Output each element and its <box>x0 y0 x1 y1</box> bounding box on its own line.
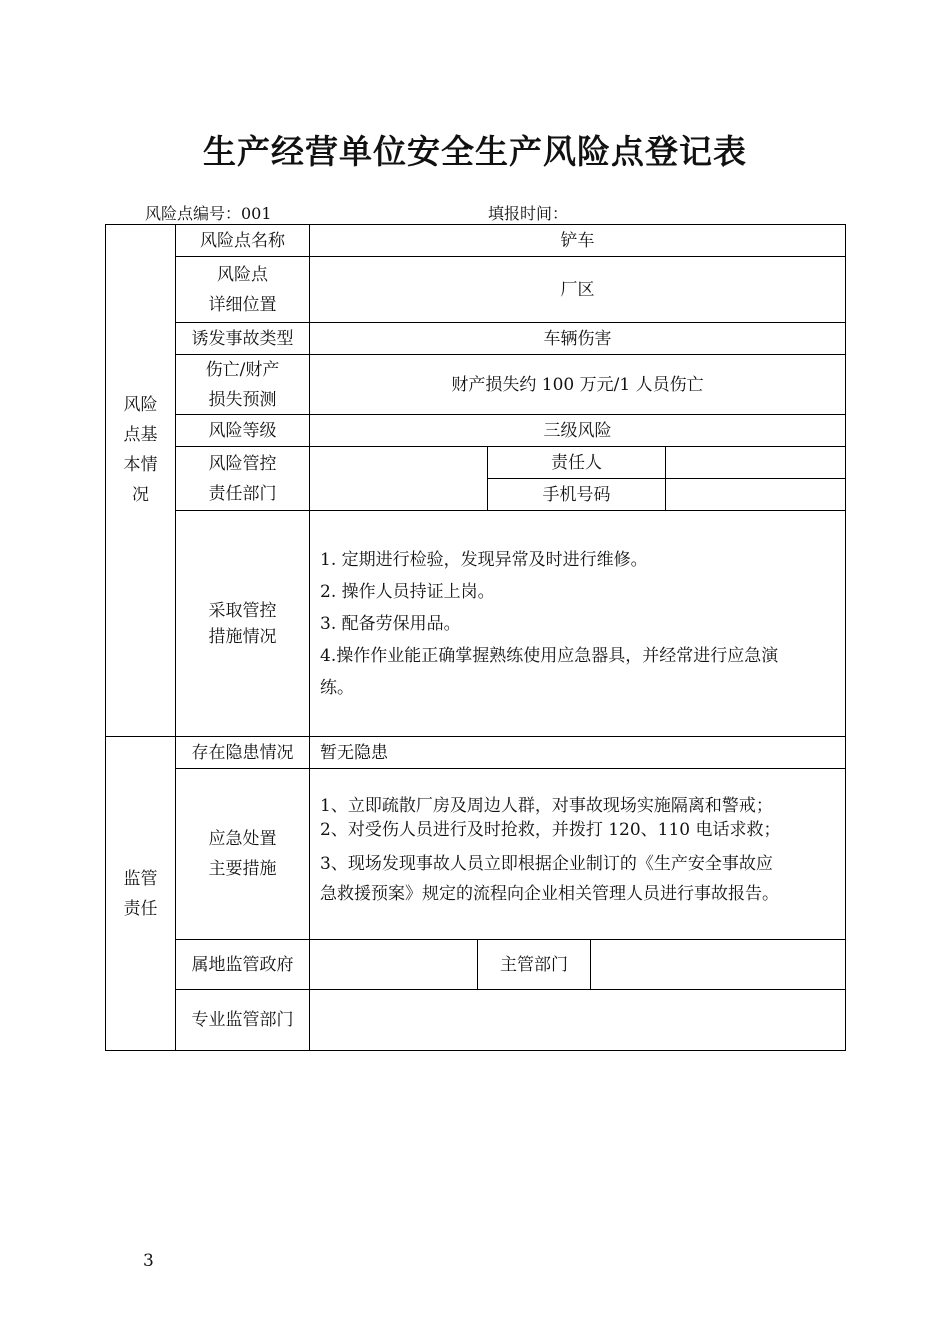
competent-dept-label: 主管部门 <box>500 954 568 975</box>
list-item: 1、立即疏散厂房及周边人群，对事故现场实施隔离和警戒； <box>320 796 773 816</box>
phone-label: 手机号码 <box>542 484 611 505</box>
label-line: 主要措施 <box>208 859 277 879</box>
loss-label <box>176 355 309 414</box>
emergency-list <box>310 792 845 908</box>
page-number: 3 <box>143 1251 154 1271</box>
loss-value: 财产损失约 100 万元/1 人员伤亡 <box>451 374 704 395</box>
label-line: 风险点 <box>217 264 268 285</box>
competent-dept-value[interactable] <box>591 940 845 989</box>
dept-value[interactable] <box>310 447 487 510</box>
dept-label <box>176 447 309 510</box>
special-dept-label: 专业监管部门 <box>191 1010 294 1030</box>
label-line: 措施情况 <box>208 626 277 647</box>
person-label: 责任人 <box>551 452 602 473</box>
measures-label <box>176 511 309 736</box>
list-item: 练。 <box>320 678 354 698</box>
section-basic-label <box>106 386 175 514</box>
list-item: 急救援预案》规定的流程向企业相关管理人员进行事故报告。 <box>320 884 779 904</box>
list-item: 1. 定期进行检验，发现异常及时进行维修。 <box>320 550 648 570</box>
list-item: 3、现场发现事故人员立即根据企业制订的《生产安全事故应 <box>320 854 773 874</box>
label-line: 风险管控 <box>208 453 277 474</box>
location-value: 厂区 <box>560 279 595 300</box>
accident-type-value: 车辆伤害 <box>543 328 612 349</box>
label-line: 应急处置 <box>208 829 277 849</box>
special-dept-value[interactable] <box>310 990 845 1050</box>
local-gov-label: 属地监管政府 <box>191 954 294 975</box>
label-line: 况 <box>132 485 149 505</box>
label-line: 责任部门 <box>208 483 277 504</box>
emergency-label <box>176 769 309 939</box>
label-line: 风险 <box>123 395 158 415</box>
list-item: 2、对受伤人员进行及时抢救，并拨打 120、110 电话求救； <box>320 820 781 840</box>
list-item: 3. 配备劳保用品。 <box>320 614 461 634</box>
label-line: 伤亡/财产 <box>205 359 280 380</box>
label-line: 详细位置 <box>208 294 277 315</box>
person-value[interactable] <box>666 447 845 478</box>
label-line: 点基 <box>123 425 158 445</box>
label-line: 本情 <box>123 455 158 475</box>
list-item: 4.操作作业能正确掌握熟练使用应急器具，并经常进行应急演 <box>320 646 779 666</box>
label-line: 监管 <box>123 868 158 889</box>
label-line: 采取管控 <box>208 600 277 621</box>
location-label <box>176 257 309 322</box>
fill-time: 填报时间： <box>488 204 569 223</box>
local-gov-value[interactable] <box>310 940 477 989</box>
label-line: 责任 <box>123 898 158 919</box>
hazard-label: 存在隐患情况 <box>191 742 294 763</box>
measures-list <box>310 544 845 704</box>
risk-name-label: 风险点名称 <box>200 230 285 251</box>
risk-level-value: 三级风险 <box>543 420 612 441</box>
risk-level-label: 风险等级 <box>208 420 277 441</box>
hazard-value: 暂无隐患 <box>320 742 388 763</box>
risk-name-value: 铲车 <box>560 230 595 251</box>
section-supervision-label <box>106 737 175 1050</box>
phone-value[interactable] <box>666 479 845 510</box>
risk-number: 风险点编号：001 <box>145 204 272 223</box>
page-title: 生产经营单位安全生产风险点登记表 <box>203 132 747 171</box>
list-item: 2. 操作人员持证上岗。 <box>320 582 495 602</box>
accident-type-label: 诱发事故类型 <box>191 328 294 349</box>
label-line: 损失预测 <box>208 389 277 410</box>
